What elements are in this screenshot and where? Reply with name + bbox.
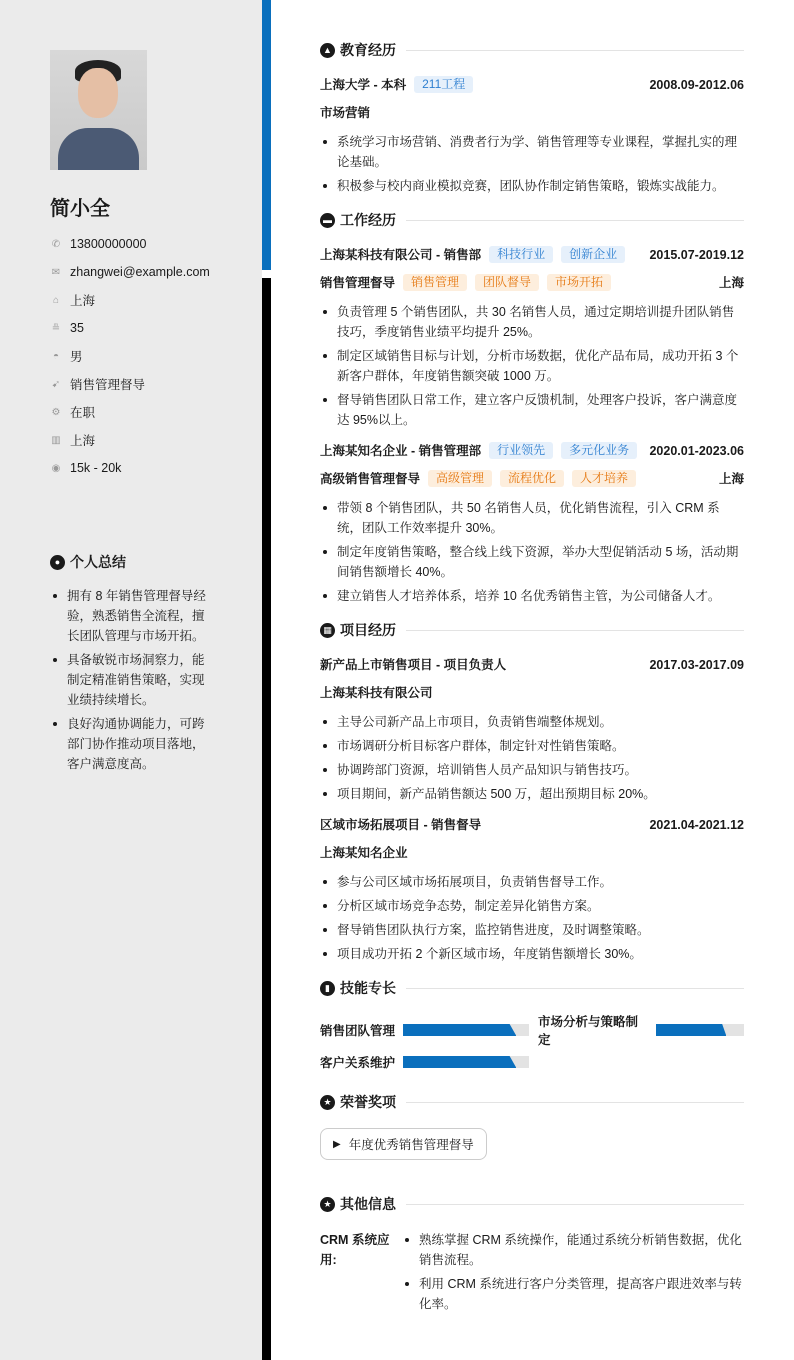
tag: 多元化业务 xyxy=(561,442,637,459)
list-item: 拥有 8 年销售管理督导经验，熟悉销售全流程，擅长团队管理与市场开拓。 xyxy=(50,586,215,646)
bullet-list xyxy=(320,712,744,804)
send-icon: ➹ xyxy=(51,378,61,390)
info-icon: ★ xyxy=(320,1197,335,1212)
skill-bar-fill xyxy=(656,1024,726,1036)
entry-title: 区域市场拓展项目 - 销售督导 xyxy=(320,818,482,832)
info-row xyxy=(50,426,210,454)
entry-subtitle: 上海某科技有限公司 xyxy=(320,686,433,700)
entry-title-wrap xyxy=(320,246,625,264)
list-item: 协调跨部门资源，培训销售人员产品知识与销售技巧。 xyxy=(320,760,744,780)
info-row xyxy=(50,398,210,426)
list-item: 带领 8 个销售团队，共 50 名销售人员，优化销售流程，引入 CRM 系统，团队工作效率提升 30%。 xyxy=(320,498,744,538)
education-section xyxy=(320,40,744,196)
city: 上海 xyxy=(718,276,744,290)
awards-title: 荣誉奖项 xyxy=(340,1094,396,1110)
entry-title-wrap xyxy=(320,656,506,674)
role-tag: 销售管理 xyxy=(403,274,467,291)
projects-title: 项目经历 xyxy=(340,622,396,638)
skills-section xyxy=(320,978,744,1078)
entry-date: 2021.04-2021.12 xyxy=(649,818,744,832)
entry-date: 2008.09-2012.06 xyxy=(649,78,744,92)
graduation-cap-icon: ▲ xyxy=(320,43,335,58)
main-content xyxy=(320,40,744,1332)
entry-subtitle: 市场营销 xyxy=(320,106,371,120)
skill-bar xyxy=(403,1056,529,1068)
info-text: 35 xyxy=(70,321,84,335)
gender-icon: ◓ xyxy=(52,350,60,362)
list-item: 负责管理 5 个销售团队，共 30 名销售人员，通过定期培训提升团队销售技巧，季度销售业绩平均提升 25%。 xyxy=(320,302,744,342)
city: 上海 xyxy=(718,472,744,486)
tag: 211工程 xyxy=(414,76,473,93)
entry-title: 新产品上市销售项目 - 项目负责人 xyxy=(320,658,507,672)
projects-section xyxy=(320,620,744,964)
user-icon: ● xyxy=(50,555,65,570)
skill-bar-fill xyxy=(403,1024,516,1036)
entry xyxy=(320,656,744,804)
list-item: 制定区域销售目标与计划，分析市场数据，优化产品布局，成功开拓 3 个新客户群体，年度销售额突破 1000 万。 xyxy=(320,346,744,386)
role-tag: 流程优化 xyxy=(500,470,564,487)
status-icon: ⚙ xyxy=(51,406,61,418)
skill-bar-fill xyxy=(403,1056,516,1068)
info-row xyxy=(50,454,210,482)
info-row xyxy=(50,258,210,286)
summary-section xyxy=(50,552,215,778)
skill-name: 销售团队管理 xyxy=(320,1024,396,1038)
entry-date: 2020.01-2023.06 xyxy=(649,444,744,458)
chart-icon: ▮ xyxy=(320,981,335,996)
role-title: 销售管理督导 xyxy=(320,276,396,290)
list-item: 主导公司新产品上市项目，负责销售端整体规划。 xyxy=(320,712,744,732)
award-label: 年度优秀销售管理督导 xyxy=(348,1138,474,1152)
info-text: 在职 xyxy=(70,406,96,420)
entry-header xyxy=(320,656,744,674)
skill-name: 客户关系维护 xyxy=(320,1056,396,1070)
entry-header xyxy=(320,76,744,94)
skill-item xyxy=(320,1014,538,1046)
other-list xyxy=(402,1230,744,1318)
entry-title: 上海某知名企业 - 销售管理部 xyxy=(320,444,482,458)
divider-stripe xyxy=(262,278,271,1360)
entry-title-wrap xyxy=(320,442,637,460)
award-item[interactable] xyxy=(320,1128,487,1160)
entry-subtitle: 上海某知名企业 xyxy=(320,846,408,860)
bullet-list xyxy=(320,302,744,430)
entry-header xyxy=(320,816,744,834)
award-icon: ★ xyxy=(320,1095,335,1110)
list-item: 良好沟通协调能力，可跨部门协作推动项目落地，客户满意度高。 xyxy=(50,714,215,774)
skill-item xyxy=(320,1046,538,1078)
list-item: 参与公司区域市场拓展项目，负责销售督导工作。 xyxy=(320,872,744,892)
skill-item xyxy=(538,1014,744,1046)
skill-bar xyxy=(656,1024,744,1036)
play-icon: ▶ xyxy=(333,1138,341,1150)
info-text: 销售管理督导 xyxy=(70,378,146,392)
entry-date: 2015.07-2019.12 xyxy=(649,248,744,262)
role-tag: 团队督导 xyxy=(475,274,539,291)
info-text: 15k - 20k xyxy=(70,461,122,475)
role-row xyxy=(320,470,744,488)
cake-icon: ≞ xyxy=(51,322,61,334)
other-section xyxy=(320,1194,744,1318)
list-item: 项目期间，新产品销售额达 500 万，超出预期目标 20%。 xyxy=(320,784,744,804)
entry-header xyxy=(320,246,744,264)
other-title: 其他信息 xyxy=(340,1196,396,1212)
grid-icon: ▦ xyxy=(320,623,335,638)
bullet-list xyxy=(320,498,744,606)
role-tag: 高级管理 xyxy=(428,470,492,487)
role-wrap xyxy=(320,274,611,292)
tag: 创新企业 xyxy=(561,246,625,263)
summary-list xyxy=(50,586,215,774)
bullet-list xyxy=(320,132,744,196)
list-item: 制定年度销售策略，整合线上线下资源，举办大型促销活动 5 场，活动期间销售额增长 40%。 xyxy=(320,542,744,582)
list-item: 项目成功开拓 2 个新区域市场，年度销售额增长 30%。 xyxy=(320,944,744,964)
entry-date: 2017.03-2017.09 xyxy=(649,658,744,672)
skill-name: 市场分析与策略制定 xyxy=(538,1015,639,1047)
tag: 行业领先 xyxy=(489,442,553,459)
skill-bar xyxy=(403,1024,529,1036)
info-text: 上海 xyxy=(70,434,96,448)
summary-title: 个人总结 xyxy=(70,554,126,570)
list-item: 分析区域市场竞争态势，制定差异化销售方案。 xyxy=(320,896,744,916)
list-item: 积极参与校内商业模拟竞赛，团队协作制定销售策略，锻炼实战能力。 xyxy=(320,176,744,196)
info-row xyxy=(50,286,210,314)
entry xyxy=(320,246,744,430)
list-item: 利用 CRM 系统进行客户分类管理，提高客户跟进效率与转化率。 xyxy=(402,1274,744,1314)
entry-title-wrap xyxy=(320,76,473,94)
work-title: 工作经历 xyxy=(340,212,396,228)
contact-info xyxy=(50,230,210,482)
entry xyxy=(320,76,744,196)
info-row xyxy=(50,342,210,370)
info-row xyxy=(50,314,210,342)
building-icon: ▥ xyxy=(51,434,61,446)
entry-title: 上海某科技有限公司 - 销售部 xyxy=(320,248,482,262)
accent-stripe xyxy=(262,0,271,270)
entry-title-wrap xyxy=(320,816,481,834)
info-row xyxy=(50,230,210,258)
info-text: zhangwei@example.com xyxy=(70,265,210,279)
candidate-name: 简小全 xyxy=(50,198,110,220)
other-key: CRM 系统应用: xyxy=(320,1233,390,1267)
list-item: 市场调研分析目标客户群体，制定针对性销售策略。 xyxy=(320,736,744,756)
briefcase-icon: ▬ xyxy=(320,213,335,228)
list-item: 督导销售团队执行方案，监控销售进度，及时调整策略。 xyxy=(320,920,744,940)
education-title: 教育经历 xyxy=(340,42,396,58)
role-wrap xyxy=(320,470,636,488)
info-text: 上海 xyxy=(70,294,96,308)
bullet-list xyxy=(320,872,744,964)
info-text: 男 xyxy=(70,350,83,364)
list-item: 系统学习市场营销、消费者行为学、销售管理等专业课程，掌握扎实的理论基础。 xyxy=(320,132,744,172)
list-item: 熟练掌握 CRM 系统操作，能通过系统分析销售数据，优化销售流程。 xyxy=(402,1230,744,1270)
tag: 科技行业 xyxy=(489,246,553,263)
entry xyxy=(320,816,744,964)
info-text: 13800000000 xyxy=(70,237,147,251)
role-tag: 市场开拓 xyxy=(547,274,611,291)
work-section xyxy=(320,210,744,606)
entry xyxy=(320,442,744,606)
role-row xyxy=(320,274,744,292)
list-item: 建立销售人才培养体系，培养 10 名优秀销售主管，为公司储备人才。 xyxy=(320,586,744,606)
list-item: 具备敏锐市场洞察力，能制定精准销售策略，实现业绩持续增长。 xyxy=(50,650,215,710)
role-title: 高级销售管理督导 xyxy=(320,472,421,486)
role-tag: 人才培养 xyxy=(572,470,636,487)
list-item: 督导销售团队日常工作，建立客户反馈机制，处理客户投诉，客户满意度达 95%以上。 xyxy=(320,390,744,430)
mail-icon: ✉ xyxy=(51,266,61,278)
sidebar xyxy=(0,0,262,1360)
entry-header xyxy=(320,442,744,460)
profile-photo xyxy=(50,50,147,170)
skills-title: 技能专长 xyxy=(340,980,396,996)
info-row xyxy=(50,370,210,398)
home-icon: ⌂ xyxy=(52,294,60,306)
phone-icon: ✆ xyxy=(51,238,61,250)
salary-icon: ◉ xyxy=(51,462,61,474)
awards-section xyxy=(320,1092,744,1180)
entry-title: 上海大学 - 本科 xyxy=(320,78,407,92)
